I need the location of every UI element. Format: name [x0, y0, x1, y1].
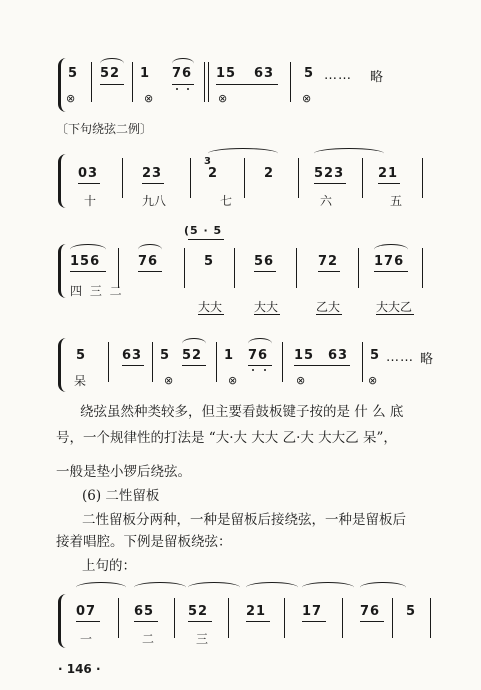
cymbal-symbol: ⊗ — [66, 92, 76, 105]
bar-line — [362, 342, 363, 382]
bar-line — [108, 342, 109, 382]
underline — [254, 314, 280, 315]
drum-pattern: 大大 — [198, 300, 223, 314]
note: 5 — [76, 348, 87, 363]
note: 5 — [406, 604, 417, 619]
underline — [100, 84, 124, 85]
page-number: · 146 · — [58, 662, 101, 676]
slur — [76, 582, 126, 593]
section-heading: (6) 二性留板 — [82, 488, 160, 504]
paragraph-line: 二性留板分两种，一种是留板后接绕弦，一种是留板后 — [82, 512, 406, 528]
bar-line — [91, 62, 92, 102]
bar-line — [190, 158, 191, 198]
note: 65 — [134, 604, 155, 619]
bar-line — [132, 62, 133, 102]
note: 72 — [318, 254, 339, 269]
slur — [246, 582, 298, 593]
lyric: 三 — [196, 632, 209, 646]
note: 07 — [76, 604, 97, 619]
note: 76 — [138, 254, 159, 269]
underline — [316, 314, 342, 315]
staff-3 — [58, 224, 430, 314]
underline — [374, 271, 408, 272]
staff-bracket — [58, 594, 68, 648]
underline — [254, 271, 276, 272]
note: 5 — [160, 348, 171, 363]
cymbal-symbol: ⊗ — [302, 92, 312, 105]
underline — [138, 271, 162, 272]
slur — [188, 582, 240, 593]
note: 52 — [100, 66, 121, 81]
note: 21 — [378, 166, 399, 181]
underline — [294, 365, 350, 366]
lyric: 一 — [80, 632, 93, 646]
note: 03 — [78, 166, 99, 181]
staff-1 — [58, 62, 385, 108]
note: 1 — [140, 66, 151, 81]
note: 76 — [248, 348, 269, 363]
cymbal-symbol: ⊗ — [164, 374, 174, 387]
underline — [122, 365, 144, 366]
underline — [70, 271, 106, 272]
underline — [246, 621, 270, 622]
note: 76 — [360, 604, 381, 619]
note: 15 — [294, 348, 315, 363]
note: 63 — [328, 348, 349, 363]
lyric: 四 三 二 — [70, 284, 124, 298]
bar-line — [174, 598, 175, 638]
bar-line — [290, 62, 291, 102]
note: 15 — [216, 66, 237, 81]
bar-line — [298, 158, 299, 198]
bar-line — [118, 598, 119, 638]
slur — [208, 148, 278, 159]
bar-line — [284, 598, 285, 638]
underline — [188, 621, 212, 622]
low-dot — [187, 88, 189, 90]
note: 63 — [122, 348, 143, 363]
slur — [314, 148, 384, 159]
paragraph-line: 一般是垫小锣后绕弦。 — [56, 464, 191, 480]
bar-line — [184, 248, 185, 288]
note: 523 — [314, 166, 345, 181]
note: 156 — [70, 254, 101, 269]
note: 5 — [204, 254, 215, 269]
paragraph-line: 号，一个规律性的打法是 “大·大 大大 乙·大 大大乙 呆”， — [56, 430, 397, 446]
staff-4 — [58, 342, 438, 388]
bar-line — [282, 342, 283, 382]
note: 23 — [142, 166, 163, 181]
prefix-note: (5 · 5 — [184, 224, 223, 237]
bar-line — [422, 248, 423, 288]
underline — [360, 621, 384, 622]
drum-pattern: 乙大 — [316, 300, 341, 314]
underline — [376, 314, 414, 315]
end-label: 略 — [420, 352, 435, 367]
bar-line — [122, 158, 123, 198]
note: 2 — [264, 166, 275, 181]
low-dot — [252, 369, 254, 371]
bar-line — [244, 158, 245, 198]
cymbal-symbol: ⊗ — [368, 374, 378, 387]
paragraph-line: 上句的： — [82, 558, 136, 574]
bar-line — [430, 598, 431, 638]
underline — [182, 365, 206, 366]
lyric: 呆 — [74, 374, 87, 388]
cymbal-symbol: ⊗ — [296, 374, 306, 387]
note: 63 — [254, 66, 275, 81]
note: 56 — [254, 254, 275, 269]
note: 76 — [172, 66, 193, 81]
underline — [318, 271, 340, 272]
underline — [188, 239, 224, 240]
lyric: 二 — [142, 632, 155, 646]
note: 2 — [208, 166, 219, 181]
note: 17 — [302, 604, 323, 619]
note: 176 — [374, 254, 405, 269]
cymbal-symbol: ⊗ — [218, 92, 228, 105]
bar-line — [152, 342, 153, 382]
bar-line — [234, 248, 235, 288]
underline — [78, 183, 100, 184]
note: 5 — [68, 66, 79, 81]
bar-line — [362, 158, 363, 198]
underline — [216, 84, 278, 85]
underline — [76, 621, 100, 622]
underline — [134, 621, 158, 622]
bar-line — [296, 248, 297, 288]
low-dot — [264, 369, 266, 371]
lyric: 九八 — [142, 194, 167, 208]
slur — [360, 582, 406, 593]
cymbal-symbol: ⊗ — [228, 374, 238, 387]
lyric: 七 — [220, 194, 233, 208]
lyric: 六 — [320, 194, 333, 208]
underline — [142, 183, 164, 184]
lyric: 十 — [84, 194, 97, 208]
underline — [248, 365, 272, 366]
note: 52 — [188, 604, 209, 619]
bar-line — [204, 62, 209, 102]
bar-line — [342, 598, 343, 638]
bar-line — [228, 598, 229, 638]
bar-line — [358, 248, 359, 288]
bar-line — [392, 598, 393, 638]
staff-2 — [58, 156, 430, 208]
note: 1 — [224, 348, 235, 363]
example-title: 〔下句绕弦二例〕 — [56, 122, 153, 136]
bar-line — [422, 158, 423, 198]
staff-bracket — [58, 244, 68, 298]
staff-5 — [58, 598, 438, 644]
underline — [198, 314, 224, 315]
drum-pattern: 大大乙 — [376, 300, 413, 314]
paragraph-line: 接着唱腔。下例是留板绕弦： — [56, 534, 232, 550]
ellipsis: …… — [386, 350, 414, 365]
bar-line — [216, 342, 217, 382]
grace-note: 3 — [204, 156, 212, 167]
staff-bracket — [58, 338, 68, 392]
note: 21 — [246, 604, 267, 619]
low-dot — [176, 88, 178, 90]
slur — [134, 582, 186, 593]
note: 5 — [370, 348, 381, 363]
lyric: 五 — [390, 194, 403, 208]
staff-bracket — [58, 154, 68, 208]
note: 5 — [304, 66, 315, 81]
slur — [302, 582, 354, 593]
underline — [314, 183, 346, 184]
note: 52 — [182, 348, 203, 363]
drum-pattern: 大大 — [254, 300, 279, 314]
underline — [378, 183, 400, 184]
cymbal-symbol: ⊗ — [144, 92, 154, 105]
paragraph-line: 绕弦虽然种类较多，但主要看鼓板键子按的是 什 么 底 — [80, 404, 404, 420]
underline — [172, 84, 194, 85]
ellipsis: …… — [324, 68, 352, 83]
underline — [302, 621, 326, 622]
end-label: 略 — [370, 70, 385, 85]
